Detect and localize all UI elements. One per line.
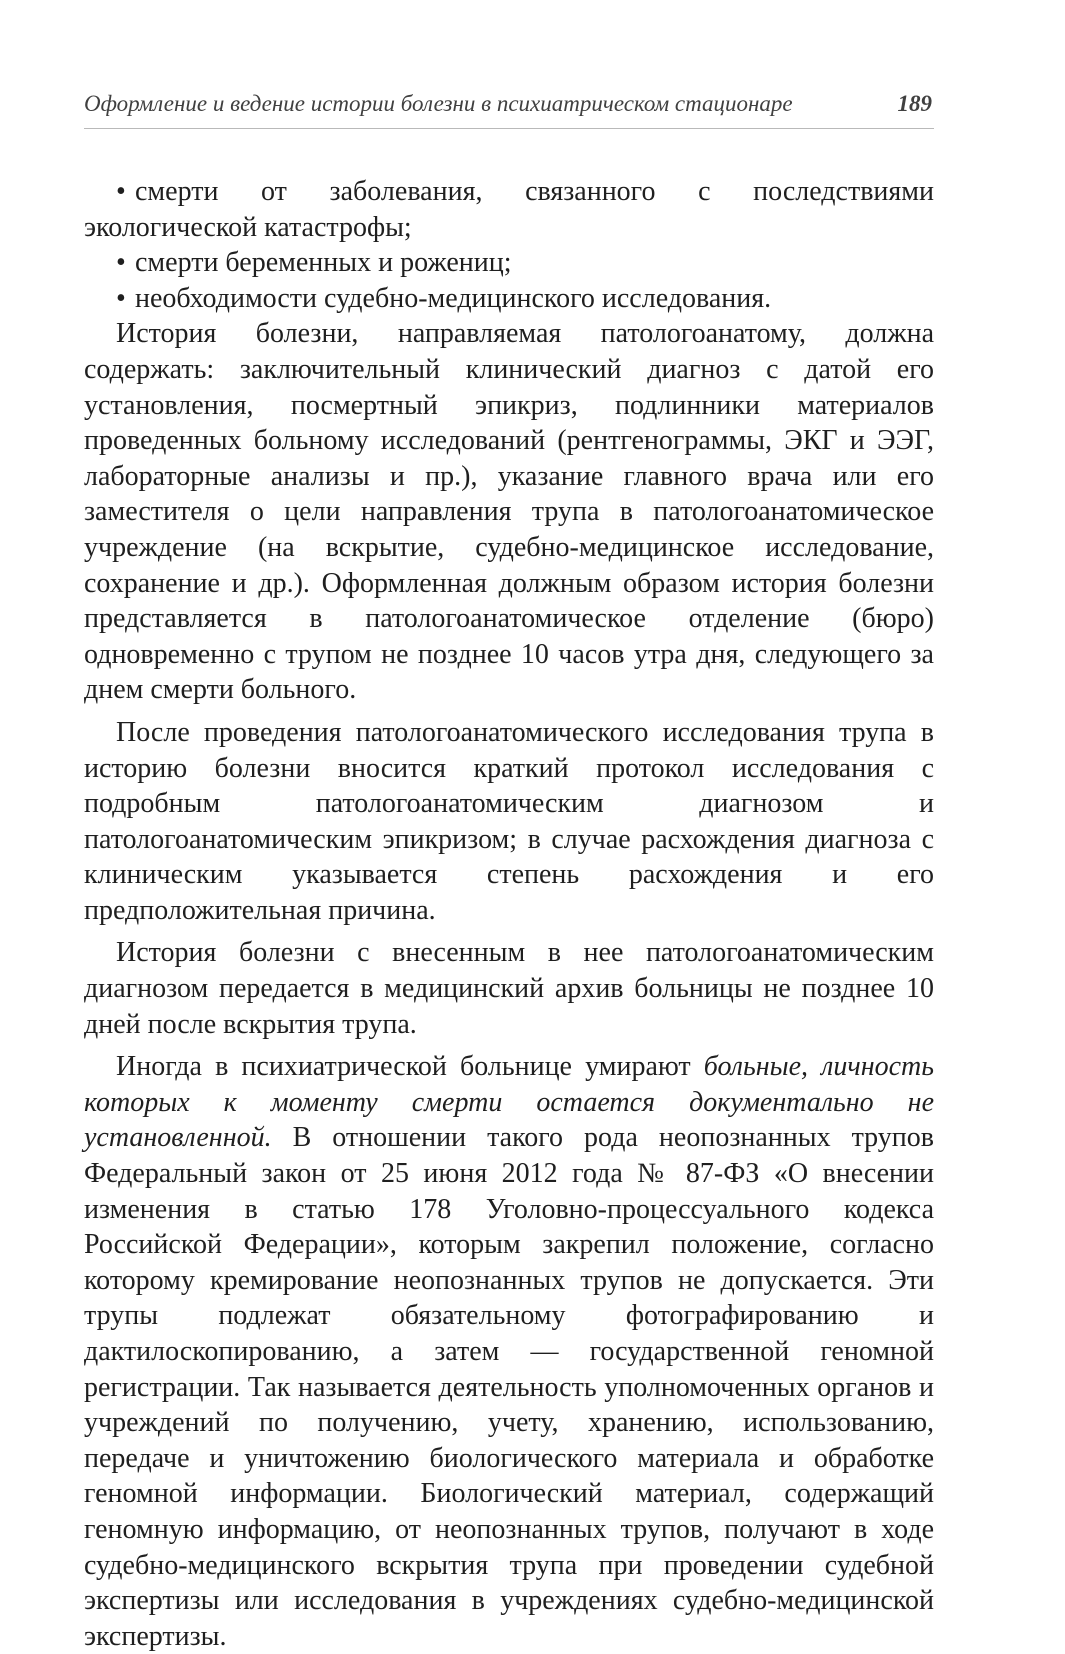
paragraph-remaining-text: В отношении такого рода неопознанных трупов Федеральный закон от 25 июня 2012 года № 87-ФЗ «О внесении изменения в статью 178 Уголовно-процессуального кодекса Российской Федерации», которым закрепил положение, согласно которому кремирование неопознанных трупов не допускается. Эти трупы подлежат обязательному фотографированию и дактилоскопированию, а затем — государственной геномной регистрации. Так называется деятельность уполномоченных органов и учреждений по получению, учету, хранению, использованию, передаче и уничтожению биологического материала и обработке геномной информации. Биологический материал, содержащий геномную информацию, от неопознанных трупов, получают в ходе судебно-медицинского вскрытия трупа при проведении судебной экспертизы или исследования в учреждениях судебно-медицинской экспертизы. bbox=[84, 1122, 935, 1652]
paragraph-lead-text: Иногда в психиатрической больнице умирают bbox=[116, 1051, 691, 1083]
bullet-item-forensic-examination bbox=[84, 281, 934, 317]
paragraph-case-history-contents: История болезни, направляемая патологоанатому, должна содержать: заключительный клинический диагноз с датой его установления, посмертный эпикриз, подлинники материалов проведенных больному исследований (рентгенограммы, ЭКГ и ЭЭГ, лабораторные анализы и пр.), указание главного врача или его заместителя о цели направления трупа в патологоанатомическое учреждение (на вскрытие, судебно-медицинское исследование, сохранение и др.). Оформленная должным образом история болезни представляется в патологоанатомическое отделение (бюро) одновременно с трупом не позднее 10 часов утра дня, следующего за днем смерти больного. bbox=[84, 318, 934, 706]
page-content bbox=[84, 174, 934, 1654]
bullet-text: смерти беременных и рожениц; bbox=[135, 247, 512, 279]
paragraph-autopsy-protocol: После проведения патологоанатомического исследования трупа в историю болезни вносится краткий протокол исследования с подробным патологоанатомическим диагнозом и патологоанатомическим эпикризом; в случае расхождения диагноза с клиническим указывается степень расхождения и его предположительная причина. bbox=[84, 716, 934, 926]
bullet-marker: • bbox=[116, 176, 126, 207]
running-title: Оформление и ведение истории болезни в психиатрическом стационаре bbox=[84, 91, 793, 116]
book-page bbox=[84, 0, 935, 1652]
bullet-text: смерти от заболевания, связанного с последствиями экологической катастрофы; bbox=[84, 176, 934, 243]
paragraph-italic-text: больные, личность которых к моменту смерти остается документально не установленной. bbox=[84, 1051, 934, 1154]
paragraph-unidentified-bodies bbox=[84, 1049, 934, 1654]
paragraph-archive-transfer: История болезни с внесенным в нее патологоанатомическим диагнозом передается в медицинский архив больницы не позднее 10 дней после вскрытия трупа. bbox=[84, 937, 934, 1040]
bullet-marker: • bbox=[116, 247, 126, 279]
bullet-marker: • bbox=[116, 282, 126, 314]
page-number: 189 bbox=[897, 91, 932, 116]
bullet-item-ecological-catastrophe bbox=[84, 174, 934, 245]
running-head bbox=[84, 88, 934, 129]
bullet-text: необходимости судебно-медицинского исследования. bbox=[135, 282, 772, 314]
bullet-item-pregnant-women bbox=[84, 245, 934, 281]
